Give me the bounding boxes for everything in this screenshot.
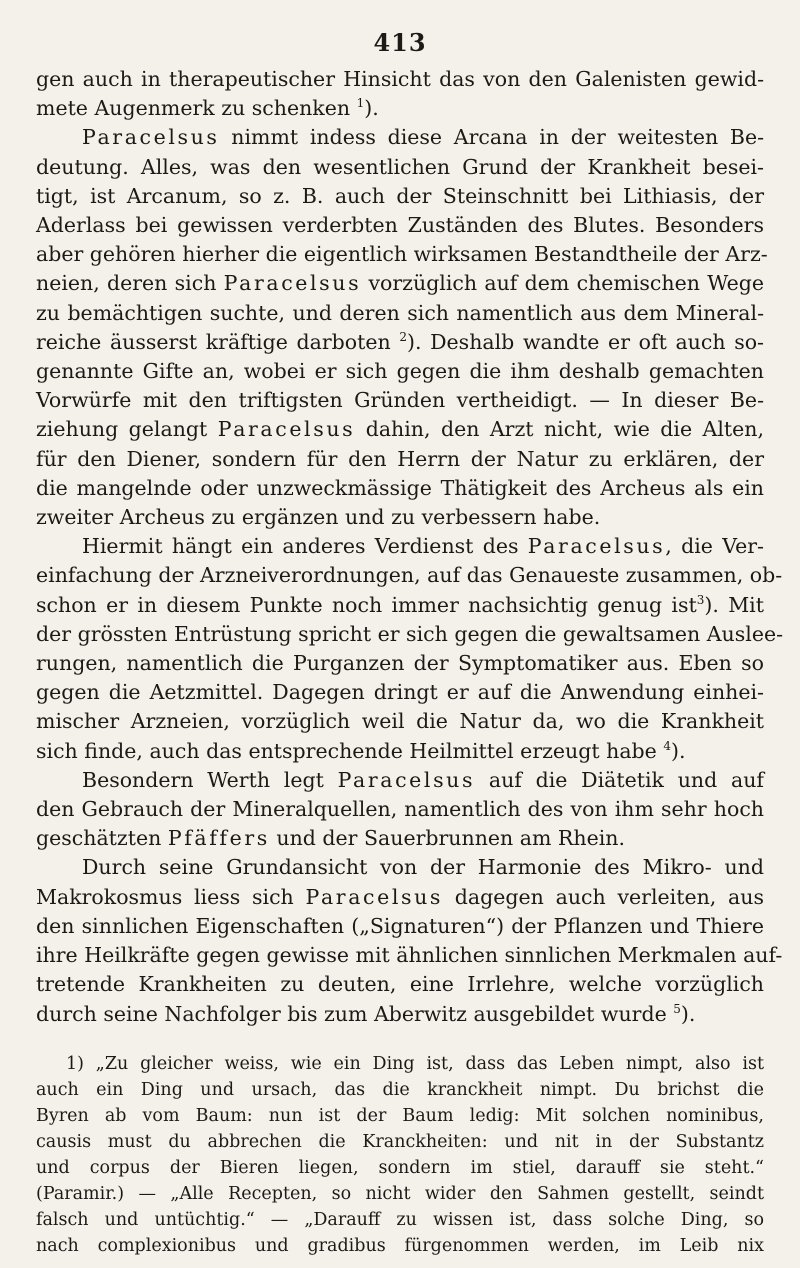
text-line <box>36 970 764 999</box>
text-line <box>36 1233 764 1259</box>
line-text: tretende Krankheiten zu deuten, eine Irrlehre, welche vorzüglich <box>36 972 764 997</box>
text-line <box>36 153 764 182</box>
line-text: genannte Gifte an, wobei er sich gegen die ihm deshalb gemachten <box>36 359 764 384</box>
text-line <box>36 795 764 824</box>
line-text: und corpus der Bieren liegen, sondern im stiel, darauff sie steht.“ <box>36 1157 764 1178</box>
spaced-name: Paracelsus <box>217 417 356 442</box>
spaced-name: Pfäffers <box>167 826 270 851</box>
paragraph <box>36 123 768 532</box>
text-line <box>36 678 764 707</box>
line-text: dagegen auch verleiten, aus <box>443 884 764 909</box>
spaced-name: Paracelsus <box>527 534 666 559</box>
line-text: sich finde, auch das entsprechende Heilmittel erzeugt habe <box>36 738 664 763</box>
footnote-ref: 2 <box>399 330 407 344</box>
footnote-ref: 5 <box>673 1001 681 1016</box>
text-line <box>36 883 764 912</box>
line-text: vorzüglich auf dem chemischen Wege <box>361 271 764 296</box>
line-text: geschätzten <box>36 826 168 851</box>
line-text: einfachung der Arzneiverordnungen, auf das Genaueste zusammen, ob- <box>36 563 783 588</box>
text-line <box>36 386 764 415</box>
text-line <box>36 532 764 561</box>
line-text: mischer Arzneien, vorzüglich weil die Natur da, wo die Krankheit <box>36 709 764 734</box>
text-line <box>36 357 764 386</box>
text-line <box>36 1103 764 1129</box>
text-line <box>36 1077 764 1103</box>
footnotes <box>36 1051 764 1259</box>
line-text: Byren ab vom Baum: nun ist der Baum ledig: Mit solchen nominibus, <box>36 1105 764 1126</box>
main-text <box>36 65 784 1029</box>
line-text: ). <box>670 738 686 763</box>
text-line <box>36 269 764 298</box>
text-line <box>36 707 764 736</box>
text-line <box>36 94 764 123</box>
spaced-name: Paracelsus <box>223 271 362 296</box>
line-text: ). Mit <box>704 592 764 617</box>
page-number: 413 <box>373 28 427 57</box>
line-text: dahin, den Arzt nicht, wie die Alten, <box>355 417 764 442</box>
line-text: zu bemächtigen suchte, und deren sich namentlich aus dem Mineral- <box>36 300 764 325</box>
line-text: 1) „Zu gleicher weiss, wie ein Ding ist, dass das Leben nimpt, also ist <box>66 1053 764 1074</box>
text-line <box>36 1129 764 1155</box>
line-text: , die Ver- <box>665 534 764 559</box>
line-text: ). <box>680 1001 696 1026</box>
spaced-name: Paracelsus <box>337 767 476 792</box>
line-text: Vorwürfe mit den triftigsten Gründen vertheidigt. — In dieser Be- <box>36 388 764 413</box>
line-text: aber gehören hierher die eigentlich wirksamen Bestandtheile der Arz- <box>36 242 768 267</box>
text-line <box>36 182 764 211</box>
text-line <box>36 561 783 590</box>
line-text: Hiermit hängt ein anderes Verdienst des <box>82 534 528 559</box>
line-text: schon er in diesem Punkte noch immer nachsichtig genug ist <box>36 592 697 617</box>
paragraph <box>36 766 764 854</box>
text-line <box>36 620 784 649</box>
line-text: deutung. Alles, was den wesentlichen Grund der Krankheit besei- <box>36 154 764 179</box>
line-text: Besondern Werth legt <box>82 767 338 792</box>
text-line <box>36 240 768 269</box>
paragraph <box>36 532 784 766</box>
line-text: causis must du abbrechen die Kranckheiten: und nit in der Substantz <box>36 1131 764 1152</box>
line-text: ). <box>364 96 379 121</box>
text-line <box>36 824 764 853</box>
line-text: mete Augenmerk zu schenken <box>36 96 357 121</box>
line-text: tigt, ist Arcanum, so z. B. auch der Steinschnitt bei Lithiasis, der <box>36 183 764 208</box>
text-line <box>36 1155 764 1181</box>
text-line <box>36 766 764 795</box>
line-text: nimmt indess diese Arcana in der weitesten Be- <box>219 125 764 150</box>
text-line <box>36 737 764 766</box>
paragraph <box>36 65 764 123</box>
text-line <box>36 328 764 357</box>
text-line <box>36 912 764 941</box>
spaced-name: Paracelsus <box>305 884 444 909</box>
line-text: den Gebrauch der Mineralquellen, namentlich des von ihm sehr hoch <box>36 797 764 822</box>
text-line <box>36 941 783 970</box>
line-text: nach complexionibus und gradibus fürgenommen werden, im Leib nix <box>36 1235 764 1256</box>
line-text: zweiter Archeus zu ergänzen und zu verbessern habe. <box>36 505 601 530</box>
line-text: durch seine Nachfolger bis zum Aberwitz ausgebildet wurde <box>36 1001 674 1026</box>
text-line <box>36 1181 764 1207</box>
line-text: Durch seine Grundansicht von der Harmonie des Mikro- und <box>82 855 764 880</box>
text-line <box>36 299 764 328</box>
line-text: reiche äusserst kräftige darboten <box>36 329 400 354</box>
line-text: ). Deshalb wandte er oft auch so- <box>406 329 764 354</box>
line-text: auch ein Ding und ursach, das die kranckheit nimpt. Du brichst die <box>36 1079 764 1100</box>
line-text: Aderlass bei gewissen verderbten Zuständen des Blutes. Besonders <box>36 213 764 238</box>
footnote-ref: 1 <box>356 96 365 111</box>
line-text: den sinnlichen Eigenschaften („Signaturen“) der Pflanzen und Thiere <box>36 913 764 938</box>
text-line <box>36 1051 764 1077</box>
footnote-ref: 3 <box>696 592 705 607</box>
text-line <box>36 474 764 503</box>
text-line <box>36 591 764 620</box>
line-text: ihre Heilkräfte gegen gewisse mit ähnlichen sinnlichen Merkmalen auf- <box>36 943 783 968</box>
line-text: neien, deren sich <box>36 271 224 296</box>
text-line <box>36 1000 764 1029</box>
text-line <box>36 503 764 532</box>
line-text: auf die Diätetik und auf <box>475 767 764 792</box>
text-line <box>36 649 764 678</box>
footnote-ref: 4 <box>663 738 671 753</box>
line-text: für den Diener, sondern für den Herrn der Natur zu erklären, der <box>36 446 764 471</box>
text-line <box>36 445 764 474</box>
line-text: Makrokosmus liess sich <box>36 884 306 909</box>
text-line <box>36 211 764 240</box>
text-line <box>36 65 764 94</box>
line-text: gen auch in therapeutischer Hinsicht das von den Galenisten gewid- <box>36 67 764 91</box>
line-text: falsch und untüchtig.“ — „Darauff zu wissen ist, dass solche Ding, so <box>36 1209 764 1230</box>
line-text: und der Sauerbrunnen am Rhein. <box>269 826 625 851</box>
line-text: rungen, namentlich die Purganzen der Symptomatiker aus. Eben so <box>36 651 764 676</box>
line-text: die mangelnde oder unzweckmässige Thätigkeit des Archeus als ein <box>36 475 764 500</box>
text-line <box>36 123 764 152</box>
spaced-name: Paracelsus <box>82 125 220 150</box>
paragraph <box>36 853 783 1028</box>
line-text: der grössten Entrüstung spricht er sich gegen die gewaltsamen Auslee- <box>36 621 784 646</box>
line-text: ziehung gelangt <box>36 417 218 442</box>
text-line <box>36 415 764 444</box>
line-text: gegen die Aetzmittel. Dagegen dringt er auf die Anwendung einhei- <box>36 680 764 705</box>
text-line <box>36 1207 764 1233</box>
line-text: (Paramir.) — „Alle Recepten, so nicht wider den Sahmen gestellt, seindt <box>36 1183 764 1204</box>
text-line <box>36 853 764 882</box>
